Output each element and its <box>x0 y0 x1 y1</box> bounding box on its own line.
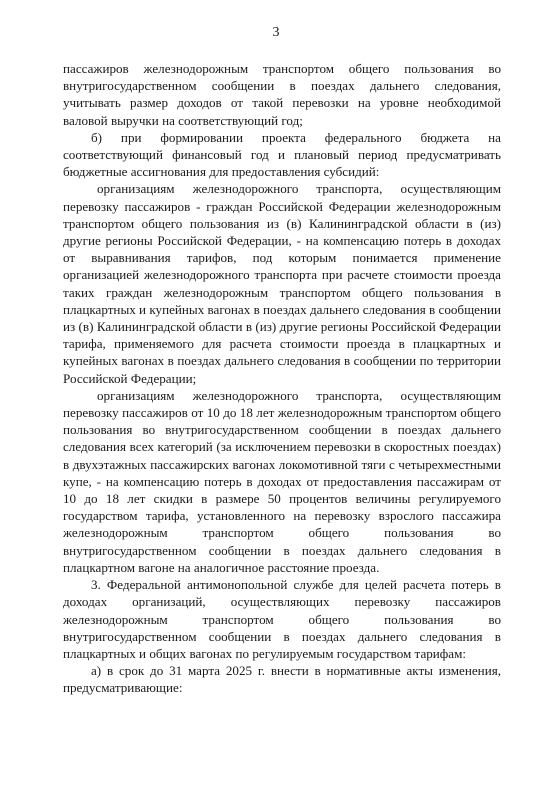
paragraph-youth-discount-subsidy: организациям железнодорожного транспорта, осуществляющим перевозку пассажиров от 10 до 18 лет железнодорожным транспортом общего пользования во внутригосударственном сообщении в поездах дальнего следования всех категорий (за исключением перевозки в скоростных поездах) в двухэтажных пассажирских вагонах локомотивной тяги с четырехместными купе, - на компенсацию потерь в доходах от предоставления пассажирам от 10 до 18 лет скидки в размере 50 процентов величины регулируемого государством тарифа, установленного на перевозку взрослого пассажира железнодорожным транспортом общего пользования во внутригосударственном сообщении в поездах дальнего следования в плацкартном вагоне на аналогичное расстояние проезда. <box>63 387 501 575</box>
paragraph-item-b: б) при формировании проекта федерального бюджета на соответствующий финансовый год и плановый период предусматривать бюджетные ассигнования для предоставления субсидий: <box>63 129 501 180</box>
paragraph-kaliningrad-subsidy: организациям железнодорожного транспорта, осуществляющим перевозку пассажиров - граждан Российской Федерации железнодорожным транспортом общего пользования из (в) Калининградской области в (из) другие регионы Российской Федерации, - на компенсацию потерь в доходах от выравнивания тарифов, под которым понимается применение организацией железнодорожного транспорта при расчете стоимости проезда таких граждан железнодорожным транспортом общего пользования в плацкартных и купейных вагонах в поездах дальнего следования в сообщении из (в) Калининградской области в (из) другие регионы Российской Федерации тарифа, применяемого для расчета стоимости проезда в плацкартных и купейных вагонах в поездах дальнего следования в сообщении по территории Российской Федерации; <box>63 181 501 386</box>
paragraph-item-a-deadline: а) в срок до 31 марта 2025 г. внести в нормативные акты изменения, предусматривающие: <box>63 663 501 696</box>
paragraph-passengers-continuation: пассажиров железнодорожным транспортом общего пользования во внутригосударственном сообщении в поездах дальнего следования, учитывать размер доходов от такой перевозки на уровне необходимой валовой выручки на соответствующий год; <box>63 61 501 128</box>
page-number: 3 <box>272 25 280 40</box>
document-body <box>63 60 501 697</box>
paragraph-item-3-fas: 3. Федеральной антимонопольной службе для целей расчета потерь в доходах организаций, осуществляющих перевозку пассажиров железнодорожным транспортом общего пользования во внутригосударственном сообщении в поездах дальнего следования в плацкартных и общих вагонах по регулируемым государством тарифам: <box>63 577 501 661</box>
